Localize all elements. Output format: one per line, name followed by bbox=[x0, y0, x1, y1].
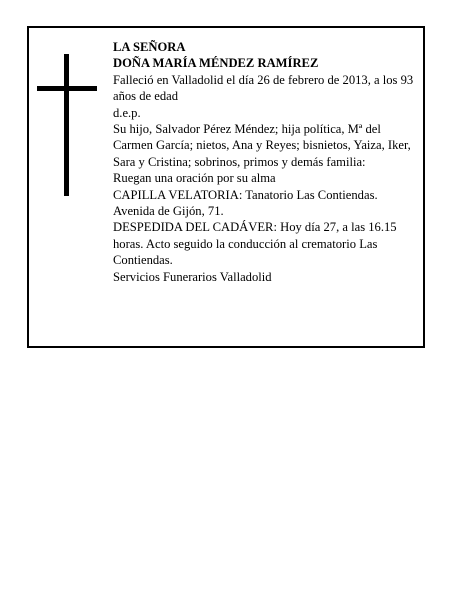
cross-icon bbox=[37, 54, 97, 196]
cross-vertical-bar bbox=[64, 54, 69, 196]
funeral-services: Servicios Funerarios Valladolid bbox=[113, 269, 272, 284]
death-announcement: Falleció en Valladolid el día 26 de febrero de 2013, a los 93 años de edad bbox=[113, 72, 414, 104]
deceased-name: DOÑA MARÍA MÉNDEZ RAMÍREZ bbox=[113, 56, 319, 71]
family-list: Su hijo, Salvador Pérez Méndez; hija política, Mª del Carmen García; nietos, Ana y Reyes; bisnietos, Yaiza, Iker, Sara y Cristina; sobrinos, primos y demás familia: bbox=[113, 122, 411, 169]
prayer-request: Ruegan una oración por su alma bbox=[113, 171, 276, 186]
chapel-info: CAPILLA VELATORIA: Tanatorio Las Contiendas. Avenida de Gijón, 71. bbox=[113, 187, 378, 219]
farewell-info: DESPEDIDA DEL CADÁVER: Hoy día 27, a las 16.15 horas. Acto seguido la conducción al crematorio Las Contiendas. bbox=[113, 220, 397, 268]
rip-text: d.e.p. bbox=[113, 105, 141, 120]
cross-horizontal-bar bbox=[37, 86, 97, 91]
obituary-text bbox=[113, 39, 419, 285]
notice-title: LA SEÑORA bbox=[113, 40, 186, 54]
